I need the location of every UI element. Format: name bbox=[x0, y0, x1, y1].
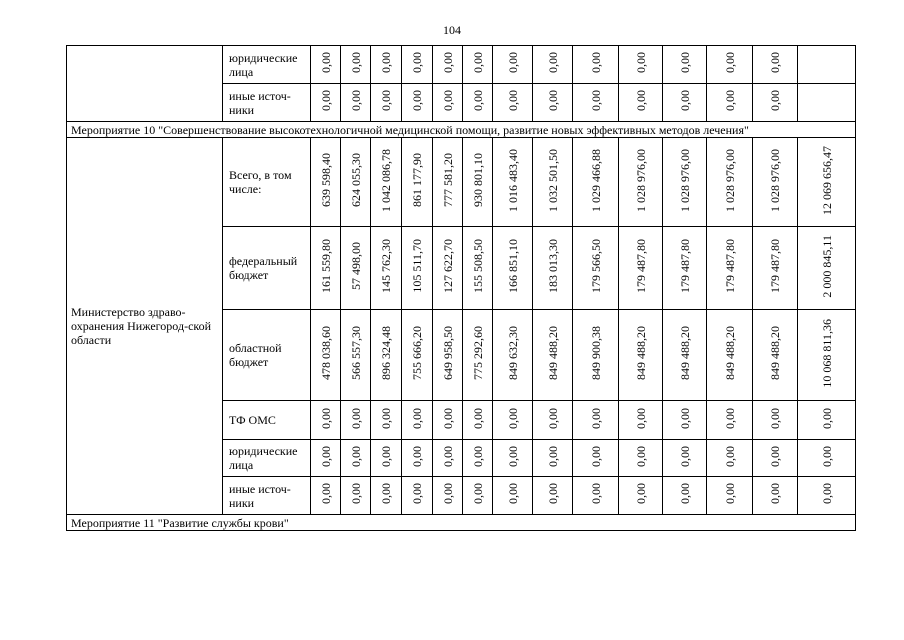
value-text: 105 511,70 bbox=[410, 239, 424, 293]
value-cell bbox=[663, 138, 707, 227]
value-text: 0,00 bbox=[470, 90, 485, 111]
value-text: 849 488,20 bbox=[633, 326, 648, 380]
table-row bbox=[67, 46, 856, 84]
value-text: 1 032 501,50 bbox=[545, 148, 560, 212]
page-number: 104 bbox=[443, 23, 461, 37]
value-cell bbox=[707, 138, 753, 227]
value-text: 0,00 bbox=[318, 52, 333, 73]
source-label: юридические лица bbox=[223, 46, 311, 84]
value-text: 0,00 bbox=[677, 407, 692, 429]
value-text: 1 016 483,40 bbox=[505, 148, 520, 212]
value-cell bbox=[533, 440, 573, 477]
value-cell bbox=[433, 401, 463, 440]
value-cell bbox=[619, 46, 663, 84]
value-text: 1 028 976,00 bbox=[633, 148, 648, 212]
value-cell bbox=[493, 477, 533, 515]
source-label: юридические лица bbox=[223, 440, 311, 477]
value-cell bbox=[663, 310, 707, 401]
value-cell bbox=[433, 84, 463, 122]
value-text: 0,00 bbox=[470, 445, 485, 467]
value-cell bbox=[573, 401, 619, 440]
value-cell bbox=[463, 477, 493, 515]
value-text: 0,00 bbox=[633, 407, 648, 429]
value-cell bbox=[341, 440, 371, 477]
value-cell bbox=[311, 477, 341, 515]
value-cell bbox=[341, 138, 371, 227]
value-cell bbox=[433, 440, 463, 477]
value-cell bbox=[493, 46, 533, 84]
value-cell bbox=[573, 440, 619, 477]
value-cell bbox=[798, 477, 856, 515]
value-cell bbox=[533, 46, 573, 84]
value-text: 179 566,50 bbox=[588, 239, 603, 293]
value-text: 2 000 845,11 bbox=[819, 234, 834, 298]
value-cell bbox=[493, 227, 533, 310]
value-cell bbox=[371, 84, 402, 122]
value-text: 12 069 656,47 bbox=[819, 145, 834, 215]
value-text: 0,00 bbox=[505, 90, 520, 111]
table-row bbox=[67, 138, 856, 227]
value-cell bbox=[402, 477, 433, 515]
source-label: Всего, в том числе: bbox=[223, 138, 311, 227]
value-text: 0,00 bbox=[768, 445, 782, 467]
value-cell bbox=[619, 477, 663, 515]
value-text: 0,00 bbox=[819, 445, 834, 467]
value-text: 639 598,40 bbox=[318, 153, 333, 207]
value-text: 0,00 bbox=[505, 483, 520, 504]
value-cell bbox=[463, 227, 493, 310]
value-cell bbox=[463, 440, 493, 477]
value-text: 0,00 bbox=[768, 90, 782, 111]
value-cell bbox=[493, 84, 533, 122]
value-text: 930 801,10 bbox=[470, 153, 485, 207]
value-cell bbox=[619, 84, 663, 122]
value-cell bbox=[707, 84, 753, 122]
value-cell bbox=[371, 227, 402, 310]
value-text: 0,00 bbox=[505, 52, 520, 73]
value-text: 0,00 bbox=[505, 445, 520, 467]
value-cell bbox=[341, 477, 371, 515]
value-cell bbox=[371, 46, 402, 84]
value-cell bbox=[663, 227, 707, 310]
value-text: 0,00 bbox=[318, 407, 333, 429]
value-cell bbox=[433, 227, 463, 310]
value-cell bbox=[707, 477, 753, 515]
value-text: 0,00 bbox=[545, 52, 560, 73]
value-text: 849 488,20 bbox=[768, 326, 782, 380]
value-text: 0,00 bbox=[410, 90, 424, 111]
value-text: 1 029 466,88 bbox=[588, 148, 603, 212]
value-cell bbox=[798, 227, 856, 310]
value-cell bbox=[533, 477, 573, 515]
value-text: 155 508,50 bbox=[470, 239, 485, 293]
value-cell bbox=[798, 138, 856, 227]
value-text: 0,00 bbox=[545, 483, 560, 504]
value-cell bbox=[619, 401, 663, 440]
value-cell bbox=[311, 138, 341, 227]
value-cell bbox=[619, 310, 663, 401]
value-cell bbox=[402, 310, 433, 401]
value-text: 0,00 bbox=[410, 483, 424, 504]
value-text: 127 622,70 bbox=[440, 239, 455, 293]
value-text: 1 028 976,00 bbox=[768, 148, 782, 212]
value-text: 0,00 bbox=[348, 52, 363, 73]
value-text: 0,00 bbox=[588, 407, 603, 429]
value-cell bbox=[341, 46, 371, 84]
value-text: 0,00 bbox=[633, 445, 648, 467]
value-cell bbox=[663, 477, 707, 515]
value-cell bbox=[573, 310, 619, 401]
event-title-row bbox=[67, 122, 856, 138]
value-cell bbox=[402, 46, 433, 84]
value-text: 0,00 bbox=[677, 445, 692, 467]
value-cell bbox=[533, 138, 573, 227]
value-cell bbox=[798, 401, 856, 440]
value-text: 0,00 bbox=[440, 445, 455, 467]
value-cell bbox=[753, 84, 798, 122]
value-cell bbox=[573, 138, 619, 227]
value-cell bbox=[463, 401, 493, 440]
value-text: 0,00 bbox=[722, 90, 737, 111]
value-cell bbox=[371, 401, 402, 440]
value-text: 624 055,30 bbox=[348, 153, 363, 207]
value-text: 10 068 811,36 bbox=[819, 318, 834, 388]
source-label: федеральный бюджет bbox=[223, 227, 311, 310]
value-cell bbox=[533, 227, 573, 310]
value-cell bbox=[573, 477, 619, 515]
value-text: 0,00 bbox=[545, 90, 560, 111]
value-text: 0,00 bbox=[819, 483, 834, 504]
value-cell bbox=[371, 138, 402, 227]
value-text: 0,00 bbox=[379, 445, 393, 467]
value-text: 179 487,80 bbox=[677, 239, 692, 293]
value-cell bbox=[798, 84, 856, 122]
value-cell bbox=[371, 310, 402, 401]
value-cell bbox=[707, 440, 753, 477]
value-text: 849 632,30 bbox=[505, 326, 520, 380]
value-text: 0,00 bbox=[722, 445, 737, 467]
value-text: 0,00 bbox=[379, 52, 393, 73]
value-cell bbox=[463, 310, 493, 401]
value-text: 649 958,50 bbox=[440, 326, 455, 380]
value-cell bbox=[493, 310, 533, 401]
value-text: 0,00 bbox=[379, 407, 393, 429]
value-cell bbox=[663, 46, 707, 84]
value-cell bbox=[753, 138, 798, 227]
value-cell bbox=[619, 440, 663, 477]
value-text: 0,00 bbox=[633, 483, 648, 504]
value-cell bbox=[533, 310, 573, 401]
value-cell bbox=[311, 227, 341, 310]
organization-cell bbox=[67, 46, 223, 122]
value-cell bbox=[493, 401, 533, 440]
value-cell bbox=[798, 46, 856, 84]
value-cell bbox=[707, 46, 753, 84]
value-cell bbox=[341, 84, 371, 122]
value-cell bbox=[707, 310, 753, 401]
value-text: 777 581,20 bbox=[440, 153, 455, 207]
value-text: 179 487,80 bbox=[633, 239, 648, 293]
value-cell bbox=[753, 401, 798, 440]
value-cell bbox=[311, 84, 341, 122]
value-text: 0,00 bbox=[410, 445, 424, 467]
value-cell bbox=[573, 46, 619, 84]
value-cell bbox=[433, 310, 463, 401]
value-cell bbox=[402, 227, 433, 310]
value-text: 145 762,30 bbox=[379, 239, 393, 293]
value-text: 0,00 bbox=[348, 445, 363, 467]
value-text: 57 498,00 bbox=[348, 242, 363, 290]
value-cell bbox=[311, 46, 341, 84]
value-cell bbox=[402, 401, 433, 440]
value-text: 0,00 bbox=[379, 483, 393, 504]
value-text: 179 487,80 bbox=[768, 239, 782, 293]
value-text: 0,00 bbox=[768, 407, 782, 429]
value-text: 0,00 bbox=[768, 52, 782, 73]
value-text: 0,00 bbox=[545, 407, 560, 429]
value-cell bbox=[463, 84, 493, 122]
source-label: областной бюджет bbox=[223, 310, 311, 401]
value-text: 179 487,80 bbox=[722, 239, 737, 293]
value-cell bbox=[663, 84, 707, 122]
value-text: 0,00 bbox=[440, 52, 455, 73]
value-text: 0,00 bbox=[318, 483, 333, 504]
value-text: 849 900,38 bbox=[588, 326, 603, 380]
value-text: 183 013,30 bbox=[545, 239, 560, 293]
value-text: 0,00 bbox=[410, 52, 424, 73]
value-text: 0,00 bbox=[348, 407, 363, 429]
value-cell bbox=[573, 227, 619, 310]
value-text: 0,00 bbox=[722, 407, 737, 429]
value-text: 0,00 bbox=[440, 483, 455, 504]
value-cell bbox=[753, 310, 798, 401]
value-text: 0,00 bbox=[348, 483, 363, 504]
event-title-row bbox=[67, 515, 856, 531]
value-cell bbox=[311, 401, 341, 440]
value-cell bbox=[402, 84, 433, 122]
value-text: 0,00 bbox=[588, 483, 603, 504]
value-cell bbox=[311, 310, 341, 401]
value-text: 0,00 bbox=[633, 90, 648, 111]
value-text: 849 488,20 bbox=[722, 326, 737, 380]
value-text: 0,00 bbox=[588, 90, 603, 111]
value-text: 0,00 bbox=[318, 90, 333, 111]
source-label: иные источ-ники bbox=[223, 84, 311, 122]
value-text: 0,00 bbox=[677, 483, 692, 504]
value-text: 161 559,80 bbox=[318, 239, 333, 293]
value-cell bbox=[341, 227, 371, 310]
value-cell bbox=[402, 440, 433, 477]
value-text: 861 177,90 bbox=[410, 153, 424, 207]
value-cell bbox=[311, 440, 341, 477]
value-cell bbox=[493, 138, 533, 227]
value-text: 849 488,20 bbox=[545, 326, 560, 380]
value-cell bbox=[433, 477, 463, 515]
value-text: 849 488,20 bbox=[677, 326, 692, 380]
value-cell bbox=[533, 401, 573, 440]
value-text: 0,00 bbox=[440, 407, 455, 429]
value-text: 0,00 bbox=[819, 407, 834, 429]
event-10-title: Мероприятие 10 "Совершенствование высокотехнологичной медицинской помощи, развитие новых эффективных методов лечения" bbox=[67, 122, 856, 138]
source-label: иные источ-ники bbox=[223, 477, 311, 515]
value-cell bbox=[463, 138, 493, 227]
value-text: 1 028 976,00 bbox=[722, 148, 737, 212]
value-text: 0,00 bbox=[588, 52, 603, 73]
value-cell bbox=[371, 477, 402, 515]
value-cell bbox=[707, 227, 753, 310]
value-text: 166 851,10 bbox=[505, 239, 520, 293]
value-cell bbox=[619, 227, 663, 310]
value-cell bbox=[663, 440, 707, 477]
value-text: 0,00 bbox=[348, 90, 363, 111]
value-text: 0,00 bbox=[722, 52, 737, 73]
value-text: 0,00 bbox=[410, 407, 424, 429]
value-cell bbox=[619, 138, 663, 227]
value-cell bbox=[493, 440, 533, 477]
value-cell bbox=[433, 46, 463, 84]
value-text: 0,00 bbox=[505, 407, 520, 429]
value-text: 1 028 976,00 bbox=[677, 148, 692, 212]
value-cell bbox=[753, 440, 798, 477]
value-text: 0,00 bbox=[677, 90, 692, 111]
value-text: 0,00 bbox=[633, 52, 648, 73]
value-text: 566 557,30 bbox=[348, 326, 363, 380]
value-text: 478 038,60 bbox=[318, 326, 333, 380]
value-text: 755 666,20 bbox=[410, 326, 424, 380]
value-cell bbox=[402, 138, 433, 227]
value-text: 896 324,48 bbox=[379, 326, 393, 380]
value-cell bbox=[341, 401, 371, 440]
value-text: 0,00 bbox=[722, 483, 737, 504]
event-11-title: Мероприятие 11 "Развитие службы крови" bbox=[67, 515, 856, 531]
value-cell bbox=[707, 401, 753, 440]
value-text: 0,00 bbox=[545, 445, 560, 467]
value-text: 0,00 bbox=[440, 90, 455, 111]
value-cell bbox=[798, 440, 856, 477]
value-cell bbox=[463, 46, 493, 84]
value-cell bbox=[798, 310, 856, 401]
source-label: ТФ ОМС bbox=[223, 401, 311, 440]
value-cell bbox=[341, 310, 371, 401]
budget-table bbox=[66, 45, 856, 531]
value-cell bbox=[433, 138, 463, 227]
value-cell bbox=[573, 84, 619, 122]
value-text: 0,00 bbox=[768, 483, 782, 504]
value-text: 0,00 bbox=[470, 407, 485, 429]
value-cell bbox=[663, 401, 707, 440]
value-cell bbox=[753, 46, 798, 84]
organization-cell: Министерство здраво-охранения Нижегород-ской области bbox=[67, 138, 223, 515]
value-text: 0,00 bbox=[318, 445, 333, 467]
value-text: 0,00 bbox=[588, 445, 603, 467]
value-text: 1 042 086,78 bbox=[379, 148, 393, 212]
value-text: 775 292,60 bbox=[470, 326, 485, 380]
value-text: 0,00 bbox=[677, 52, 692, 73]
value-cell bbox=[371, 440, 402, 477]
value-cell bbox=[753, 477, 798, 515]
value-text: 0,00 bbox=[470, 52, 485, 73]
value-text: 0,00 bbox=[379, 90, 393, 111]
value-cell bbox=[753, 227, 798, 310]
value-cell bbox=[533, 84, 573, 122]
value-text: 0,00 bbox=[470, 483, 485, 504]
